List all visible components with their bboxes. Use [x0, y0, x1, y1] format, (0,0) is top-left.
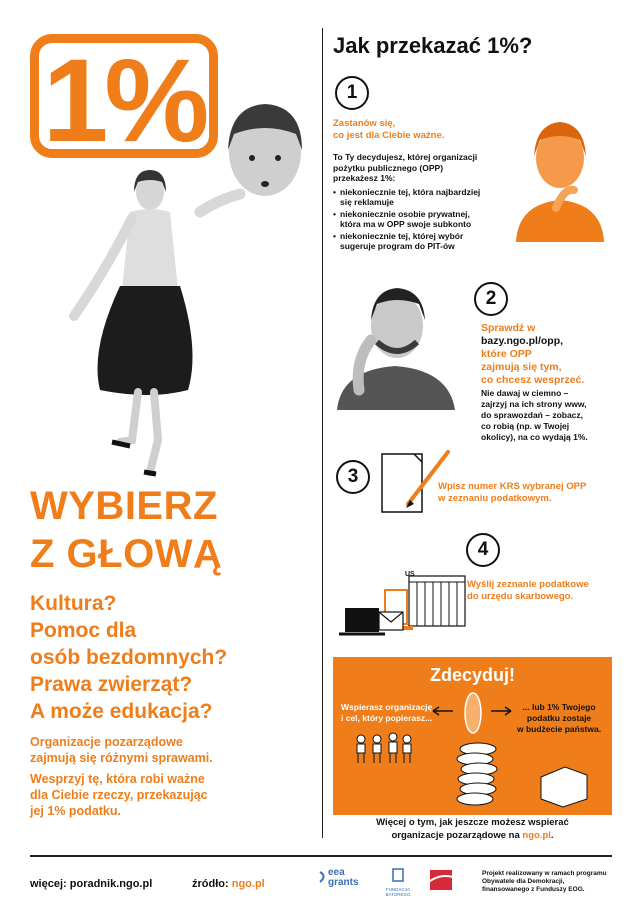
thinking-woman-illustration: [508, 112, 612, 242]
right-title: Jak przekazać 1%?: [333, 33, 533, 58]
step-2-link[interactable]: bazy.ngo.pl/opp,: [481, 335, 564, 347]
question-line: Prawa zwierząt?: [30, 673, 193, 696]
ngo-link[interactable]: ngo.pl: [522, 830, 551, 841]
tax-office-label: US: [405, 571, 415, 578]
step-4-text-line: Wyślij zeznanie podatkowe: [467, 579, 589, 590]
footer-rule: [30, 855, 612, 857]
step-2-body-line: okolicy), na co wydają 1%.: [481, 432, 588, 442]
intro-line: Organizacje pozarządowe: [30, 735, 183, 749]
more-info-line: Więcej o tym, jak jeszcze możesz wspierać: [376, 817, 569, 828]
step-3-number: 3: [336, 460, 370, 494]
step-2-body-line: Nie dawaj w ciemno –: [481, 388, 569, 398]
decide-illustration: [333, 687, 612, 815]
step-1-number: 1: [335, 76, 369, 110]
footer-more: [30, 878, 152, 890]
step-1-intro-line: To Ty decydujesz, której organizacji: [333, 152, 478, 162]
headline-line-2: Z GŁOWĄ: [30, 532, 223, 576]
step-3-text: [438, 481, 586, 505]
step-2-body-line: zajrzyj na ich strony www,: [481, 399, 587, 409]
column-divider: [322, 28, 323, 838]
step-4-text: [467, 579, 589, 603]
cta-line: Wesprzyj tę, która robi ważne: [30, 772, 205, 786]
step-1-heading: [333, 118, 444, 142]
eea-text: eea: [328, 867, 345, 878]
step-2-body-line: do sprawozdań – zobacz,: [481, 410, 584, 420]
step-2-heading-line: które OPP: [481, 348, 532, 360]
step-1-heading-line: co jest dla Ciebie ważne.: [333, 130, 445, 141]
footer-more-link[interactable]: poradnik.ngo.pl: [69, 878, 153, 890]
step-2-heading-line: co chcesz wesprzeć.: [481, 374, 585, 386]
footer-source-link[interactable]: ngo.pl: [231, 878, 265, 890]
batory-text-1: FUNDACJA: [385, 887, 410, 892]
question-line: Kultura?: [30, 592, 117, 615]
question-line: Pomoc dla: [30, 619, 137, 642]
bullet-item: • niekoniecznie tej, której wybór sugeruje program do PIT-ów: [333, 231, 513, 252]
batory-icon: [391, 868, 405, 882]
logo-text: 1%: [42, 35, 206, 167]
project-note-line: Obywatele dla Demokracji,: [482, 878, 565, 885]
question-line: A może edukacja?: [30, 700, 213, 723]
step-4-number: 4: [466, 533, 500, 567]
step-2-heading-line: zajmują się tym,: [481, 361, 562, 373]
step-1-body: [333, 152, 513, 253]
grants-text: grants: [328, 877, 359, 888]
thinking-man-illustration: [333, 280, 458, 410]
step-1-heading-line: Zastanów się,: [333, 118, 396, 129]
decide-left-line: i cel, który popierasz...: [341, 713, 433, 723]
step-2-body: [481, 388, 588, 443]
intro-line: zajmują się różnymi sprawami.: [30, 751, 213, 765]
project-note: [482, 870, 607, 894]
step-2-number: 2: [474, 282, 508, 316]
project-note-line: finansowanego z Funduszy EOG.: [482, 886, 585, 893]
decide-left-line: Wspierasz organizację: [341, 702, 433, 712]
question-line: osób bezdomnych?: [30, 646, 228, 669]
decide-title: Zdecyduj!: [429, 665, 515, 685]
decide-box: [333, 657, 612, 815]
call-to-action-paragraph: [30, 771, 208, 819]
step-2-heading-line: Sprawdź w: [481, 322, 536, 334]
cta-line: jej 1% podatku.: [30, 804, 121, 818]
bullet-item: • niekoniecznie tej, która najbardziej się reklamuje: [333, 187, 513, 208]
footer-more-label: więcej:: [30, 878, 67, 890]
cta-line: dla Ciebie rzeczy, przekazując: [30, 788, 208, 802]
step-3-text-line: Wpisz numer KRS wybranej OPP: [438, 481, 587, 492]
woman-holding-head-illustration: [50, 100, 310, 480]
decide-right-line: ... lub 1% Twojego: [522, 702, 596, 712]
partner-logo-icon: [422, 864, 458, 894]
intro-paragraph: [30, 734, 213, 766]
headline: [30, 482, 222, 578]
footer-source-label: źródło:: [192, 878, 229, 890]
step-1-intro-line: przekażesz 1%:: [333, 173, 396, 183]
step-4-text-line: do urzędu skarbowego.: [467, 591, 574, 602]
more-info: [333, 816, 612, 842]
eea-grants-icon: [318, 870, 328, 884]
decide-right-line: podatku zostaje: [526, 713, 592, 723]
step-2-text: [481, 322, 584, 387]
send-to-tax-office-illustration: [333, 568, 468, 640]
decide-right-line: w budżecie państwa.: [517, 724, 602, 734]
more-info-line: organizacje pozarządowe na ngo.pl.: [391, 830, 554, 841]
step-1-bullets: [333, 187, 513, 252]
project-note-line: Projekt realizowany w ramach programu: [482, 870, 607, 877]
step-3-text-line: w zeznaniu podatkowym.: [438, 493, 552, 504]
batory-text-2: BATOREGO: [385, 892, 411, 897]
batory-foundation-logo: [378, 868, 418, 897]
step-2-body-line: co robią (np. w Twojej: [481, 421, 570, 431]
bullet-item: • niekoniecznie osobie prywatnej, która ma w OPP swoje subkonto: [333, 209, 513, 230]
step-1-intro-line: pożytku publicznego (OPP): [333, 162, 444, 173]
questions: [30, 590, 227, 725]
headline-line-1: WYBIERZ: [30, 484, 218, 528]
footer-source: [192, 878, 265, 890]
